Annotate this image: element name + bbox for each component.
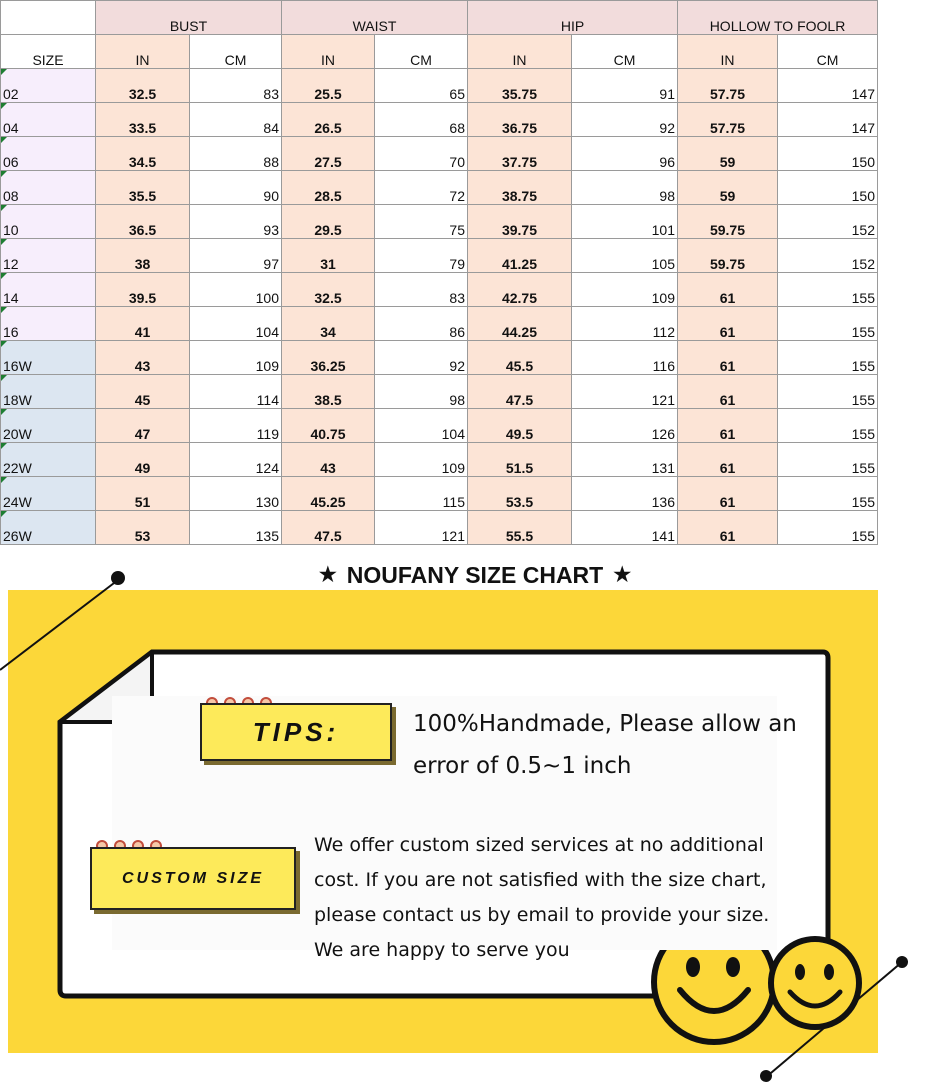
tips-line: error of 0.5~1 inch	[413, 753, 632, 779]
measure-cell-htf-cm: 155	[778, 307, 878, 341]
group-header-hip: HIP	[468, 1, 678, 35]
measure-cell-htf-in: 57.75	[678, 69, 778, 103]
unit-header-in: IN	[678, 35, 778, 69]
size-cell: 16W	[1, 341, 96, 375]
measure-cell-htf-in: 61	[678, 375, 778, 409]
measure-cell-htf-cm: 147	[778, 69, 878, 103]
measure-cell-hip-in: 42.75	[468, 273, 572, 307]
measure-cell-hip-in: 41.25	[468, 239, 572, 273]
measure-cell-htf-cm: 150	[778, 171, 878, 205]
measure-cell-waist-in: 47.5	[282, 511, 375, 545]
size-column-header: SIZE	[1, 35, 96, 69]
measure-cell-waist-in: 38.5	[282, 375, 375, 409]
measure-cell-waist-cm: 121	[375, 511, 468, 545]
group-header-waist: WAIST	[282, 1, 468, 35]
measure-cell-waist-in: 34	[282, 307, 375, 341]
pin-string-left	[0, 580, 118, 670]
measure-cell-hip-in: 38.75	[468, 171, 572, 205]
measure-cell-hip-cm: 136	[572, 477, 678, 511]
measure-cell-waist-cm: 68	[375, 103, 468, 137]
measure-cell-hip-in: 55.5	[468, 511, 572, 545]
measure-cell-htf-in: 59.75	[678, 205, 778, 239]
measure-cell-htf-in: 57.75	[678, 103, 778, 137]
measure-cell-hip-cm: 92	[572, 103, 678, 137]
measure-cell-bust-cm: 124	[190, 443, 282, 477]
measure-cell-htf-in: 59	[678, 137, 778, 171]
measure-cell-hip-cm: 105	[572, 239, 678, 273]
measure-cell-waist-in: 29.5	[282, 205, 375, 239]
size-cell: 12	[1, 239, 96, 273]
star-icon: ★	[613, 564, 632, 586]
measure-cell-htf-in: 61	[678, 273, 778, 307]
custom-line: We are happy to serve you	[314, 939, 570, 961]
measure-cell-bust-cm: 90	[190, 171, 282, 205]
measure-cell-waist-in: 28.5	[282, 171, 375, 205]
size-cell: 20W	[1, 409, 96, 443]
measure-cell-bust-in: 34.5	[96, 137, 190, 171]
measure-cell-htf-in: 59	[678, 171, 778, 205]
measure-cell-bust-in: 38	[96, 239, 190, 273]
measure-cell-htf-cm: 155	[778, 273, 878, 307]
unit-header-in: IN	[96, 35, 190, 69]
measure-cell-htf-cm: 152	[778, 239, 878, 273]
measure-cell-htf-in: 61	[678, 477, 778, 511]
measure-cell-waist-in: 31	[282, 239, 375, 273]
size-cell: 06	[1, 137, 96, 171]
measure-cell-htf-cm: 155	[778, 341, 878, 375]
measure-cell-hip-in: 39.75	[468, 205, 572, 239]
custom-size-badge: CUSTOM SIZE	[90, 847, 296, 910]
measure-cell-htf-cm: 152	[778, 205, 878, 239]
measure-cell-bust-cm: 114	[190, 375, 282, 409]
size-cell: 16	[1, 307, 96, 341]
measure-cell-htf-in: 59.75	[678, 239, 778, 273]
measure-cell-bust-cm: 88	[190, 137, 282, 171]
size-cell: 08	[1, 171, 96, 205]
measure-cell-htf-cm: 155	[778, 477, 878, 511]
measure-cell-hip-in: 51.5	[468, 443, 572, 477]
unit-header-cm: CM	[190, 35, 282, 69]
measure-cell-bust-cm: 93	[190, 205, 282, 239]
measure-cell-hip-in: 44.25	[468, 307, 572, 341]
measure-cell-waist-cm: 65	[375, 69, 468, 103]
tips-badge: TIPS:	[200, 703, 392, 761]
measure-cell-hip-cm: 109	[572, 273, 678, 307]
measure-cell-bust-in: 36.5	[96, 205, 190, 239]
unit-header-in: IN	[468, 35, 572, 69]
measure-cell-bust-in: 51	[96, 477, 190, 511]
measure-cell-htf-in: 61	[678, 409, 778, 443]
measure-cell-bust-cm: 135	[190, 511, 282, 545]
measure-cell-bust-in: 49	[96, 443, 190, 477]
size-cell: 22W	[1, 443, 96, 477]
unit-header-cm: CM	[778, 35, 878, 69]
measure-cell-hip-in: 53.5	[468, 477, 572, 511]
measure-cell-waist-in: 45.25	[282, 477, 375, 511]
measure-cell-bust-cm: 97	[190, 239, 282, 273]
measure-cell-htf-cm: 150	[778, 137, 878, 171]
measure-cell-hip-cm: 116	[572, 341, 678, 375]
measure-cell-hip-cm: 141	[572, 511, 678, 545]
measure-cell-bust-in: 53	[96, 511, 190, 545]
measure-cell-bust-in: 41	[96, 307, 190, 341]
measure-cell-htf-cm: 155	[778, 409, 878, 443]
measure-cell-waist-cm: 92	[375, 341, 468, 375]
group-header-hollow-to-floor: HOLLOW TO FOOLR	[678, 1, 878, 35]
measure-cell-htf-in: 61	[678, 443, 778, 477]
measure-cell-waist-cm: 115	[375, 477, 468, 511]
measure-cell-hip-cm: 91	[572, 69, 678, 103]
pin-icon	[760, 1070, 772, 1082]
measure-cell-hip-cm: 112	[572, 307, 678, 341]
measure-cell-bust-cm: 100	[190, 273, 282, 307]
size-cell: 02	[1, 69, 96, 103]
measure-cell-hip-in: 36.75	[468, 103, 572, 137]
measure-cell-hip-cm: 131	[572, 443, 678, 477]
measure-cell-waist-cm: 83	[375, 273, 468, 307]
measure-cell-hip-cm: 98	[572, 171, 678, 205]
measure-cell-hip-cm: 121	[572, 375, 678, 409]
unit-header-cm: CM	[375, 35, 468, 69]
measure-cell-bust-in: 39.5	[96, 273, 190, 307]
measure-cell-bust-cm: 119	[190, 409, 282, 443]
measure-cell-htf-cm: 155	[778, 375, 878, 409]
unit-header-cm: CM	[572, 35, 678, 69]
measure-cell-hip-in: 47.5	[468, 375, 572, 409]
custom-line: please contact us by email to provide your size.	[314, 904, 770, 926]
custom-line: cost. If you are not satisfied with the size chart,	[314, 869, 767, 891]
measure-cell-hip-in: 37.75	[468, 137, 572, 171]
measure-cell-hip-in: 35.75	[468, 69, 572, 103]
measure-cell-waist-in: 27.5	[282, 137, 375, 171]
measure-cell-bust-in: 32.5	[96, 69, 190, 103]
tips-line: 100%Handmade, Please allow an	[413, 711, 797, 737]
title-text: NOUFANY SIZE CHART	[346, 561, 604, 588]
measure-cell-bust-cm: 109	[190, 341, 282, 375]
measure-cell-bust-in: 45	[96, 375, 190, 409]
measure-cell-bust-in: 47	[96, 409, 190, 443]
measure-cell-bust-cm: 84	[190, 103, 282, 137]
measure-cell-waist-cm: 72	[375, 171, 468, 205]
measure-cell-hip-cm: 126	[572, 409, 678, 443]
measure-cell-waist-cm: 109	[375, 443, 468, 477]
measure-cell-htf-cm: 155	[778, 511, 878, 545]
measure-cell-hip-cm: 101	[572, 205, 678, 239]
measure-cell-bust-cm: 130	[190, 477, 282, 511]
custom-size-text	[314, 828, 794, 968]
measure-cell-waist-in: 32.5	[282, 273, 375, 307]
size-cell: 26W	[1, 511, 96, 545]
measure-cell-waist-cm: 86	[375, 307, 468, 341]
custom-line: We offer custom sized services at no additional	[314, 834, 764, 856]
size-cell: 14	[1, 273, 96, 307]
unit-header-in: IN	[282, 35, 375, 69]
measure-cell-waist-in: 25.5	[282, 69, 375, 103]
measure-cell-hip-in: 45.5	[468, 341, 572, 375]
measure-cell-htf-cm: 147	[778, 103, 878, 137]
measure-cell-htf-cm: 155	[778, 443, 878, 477]
measure-cell-waist-in: 26.5	[282, 103, 375, 137]
measure-cell-waist-cm: 70	[375, 137, 468, 171]
measure-cell-bust-in: 35.5	[96, 171, 190, 205]
measure-cell-waist-in: 36.25	[282, 341, 375, 375]
measure-cell-bust-cm: 104	[190, 307, 282, 341]
measure-cell-waist-cm: 104	[375, 409, 468, 443]
measure-cell-htf-in: 61	[678, 511, 778, 545]
measure-cell-hip-in: 49.5	[468, 409, 572, 443]
pin-icon	[896, 956, 908, 968]
pin-icon	[111, 571, 125, 585]
measure-cell-htf-in: 61	[678, 341, 778, 375]
star-icon: ★	[318, 564, 337, 586]
measure-cell-bust-in: 33.5	[96, 103, 190, 137]
measure-cell-bust-cm: 83	[190, 69, 282, 103]
measure-cell-hip-cm: 96	[572, 137, 678, 171]
size-cell: 18W	[1, 375, 96, 409]
size-cell: 04	[1, 103, 96, 137]
measure-cell-waist-in: 40.75	[282, 409, 375, 443]
tips-text	[413, 703, 813, 787]
measure-cell-htf-in: 61	[678, 307, 778, 341]
measure-cell-waist-cm: 98	[375, 375, 468, 409]
size-cell: 10	[1, 205, 96, 239]
measure-cell-waist-in: 43	[282, 443, 375, 477]
measure-cell-waist-cm: 75	[375, 205, 468, 239]
group-header-bust: BUST	[96, 1, 282, 35]
measure-cell-waist-cm: 79	[375, 239, 468, 273]
measure-cell-bust-in: 43	[96, 341, 190, 375]
size-cell: 24W	[1, 477, 96, 511]
